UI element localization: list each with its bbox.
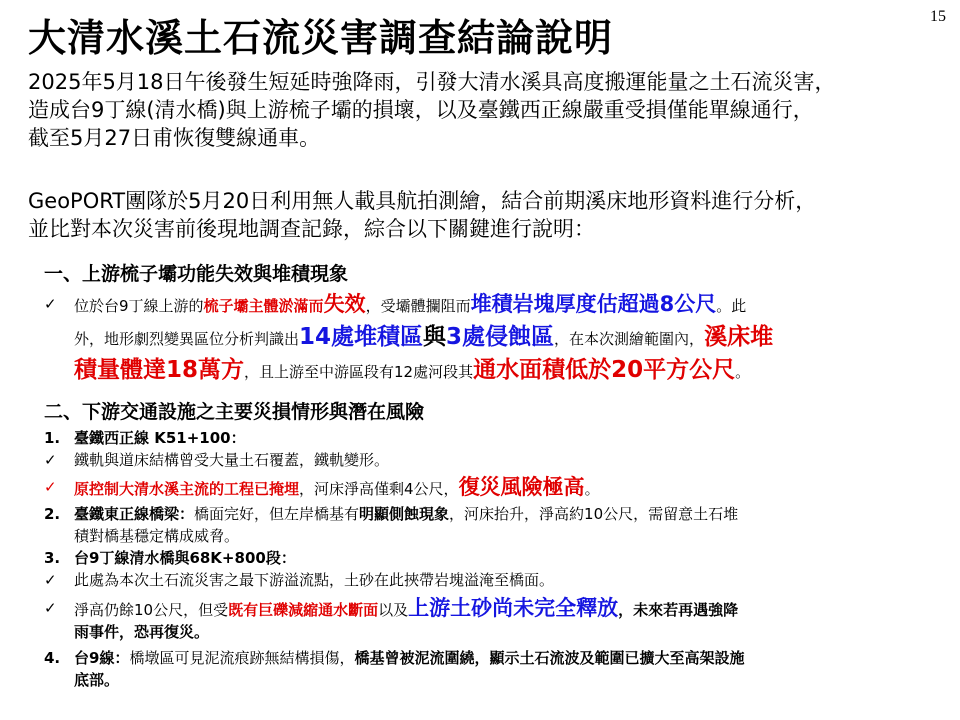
item-number: 1. xyxy=(44,429,61,447)
highlight-red: 失效 xyxy=(323,292,366,316)
intro-paragraph-2 xyxy=(28,187,943,243)
intro-line: GeoPORT團隊於5月20日利用無人載具航拍測繪，結合前期溪床地形資料進行分析， xyxy=(28,189,817,213)
section-1-heading: 一、上游梳子壩功能失效與堆積現象 xyxy=(44,263,349,285)
item-title: 臺鐵東正線橋梁： xyxy=(74,505,195,523)
text: 位於台9丁線上游的 xyxy=(74,297,204,315)
text: ，且上游至中游區段有12處河段其 xyxy=(244,363,474,381)
section-2-heading: 二、下游交通設施之主要災損情形與潛在風險 xyxy=(44,401,425,423)
highlight-red: 復災風險極高 xyxy=(458,475,585,499)
text: ，受壩體攔阻而 xyxy=(365,297,471,315)
item-3-bullet-2 xyxy=(44,597,924,643)
highlight-bold: 明顯側蝕現象 xyxy=(359,505,450,523)
highlight-bold: 雨事件，恐再復災。 xyxy=(74,623,210,641)
text: 。 xyxy=(584,480,600,498)
item-title: 台9線： xyxy=(74,649,130,667)
check-icon: ✓ xyxy=(44,478,57,496)
highlight-red: 既有巨礫減縮通水斷面 xyxy=(228,601,379,619)
item-title: 臺鐵西正線 K51+100： xyxy=(74,429,246,447)
section-1-bullet-text xyxy=(74,289,924,388)
item-1-bullet-1 xyxy=(44,449,924,471)
item-number: 4. xyxy=(44,649,61,667)
item-title: 台9丁線清水橋與68K+800段： xyxy=(74,549,296,567)
check-icon: ✓ xyxy=(44,295,57,313)
text: ，河床淨高僅剩4公尺， xyxy=(299,480,459,498)
highlight-red: 積量體達18萬方 xyxy=(74,357,245,383)
bullet-text: 此處為本次土石流災害之最下游溢流點，土砂在此挾帶岩塊溢淹至橋面。 xyxy=(74,571,555,589)
text: 。 xyxy=(735,363,751,381)
highlight-bold: ，未來若再遇強降 xyxy=(618,601,739,619)
text: 外，地形劇烈變異區位分析判識出 xyxy=(74,330,300,348)
text: ，在本次測繪範圍內， xyxy=(554,330,705,348)
intro-line: 造成台9丁線(清水橋)與上游梳子壩的損壞，以及臺鐵西正線嚴重受損僅能單線通行， xyxy=(28,98,814,122)
page-title: 大清水溪土石流災害調查結論說明 xyxy=(28,16,614,60)
text: 。此 xyxy=(716,297,747,315)
page-number: 15 xyxy=(930,8,946,25)
highlight-bold: 橋基曾被泥流圍繞，顯示土石流波及範圍已擴大至高架設施 xyxy=(354,649,745,667)
highlight-red: 梳子壩主體淤滿而 xyxy=(203,297,324,315)
section-1-bullet xyxy=(44,289,924,388)
item-number: 2. xyxy=(44,505,61,523)
item-4 xyxy=(44,647,924,691)
highlight-red: 通水面積低於20平方公尺 xyxy=(473,357,736,383)
intro-line: 並比對本次災害前後現地調查記錄，綜合以下關鍵進行說明： xyxy=(28,217,595,241)
text: 積對橋基穩定構成威脅。 xyxy=(74,527,240,545)
highlight-black: 與 xyxy=(423,324,447,350)
highlight-blue: 堆積岩塊厚度估超過8公尺 xyxy=(470,292,717,316)
check-icon: ✓ xyxy=(44,451,57,469)
text: ，河床抬升，淨高約10公尺，需留意土石堆 xyxy=(449,505,739,523)
highlight-red: 原控制大清水溪主流的工程已掩埋 xyxy=(74,480,300,498)
bullet-text: 鐵軌與道床結構曾受大量土石覆蓋，鐵軌變形。 xyxy=(74,451,390,469)
text: 橋墩區可見泥流痕跡無結構損傷， xyxy=(129,649,355,667)
text: 淨高仍餘10公尺，但受 xyxy=(74,601,229,619)
intro-paragraph-1 xyxy=(28,68,943,152)
item-2 xyxy=(44,503,924,547)
check-icon: ✓ xyxy=(44,571,57,589)
intro-line: 2025年5月18日午後發生短延時強降雨，引發大清水溪具高度搬運能量之土石流災害， xyxy=(28,70,836,94)
text: 以及 xyxy=(378,601,409,619)
text: 橋面完好，但左岸橋基有 xyxy=(194,505,360,523)
check-icon: ✓ xyxy=(44,599,57,617)
highlight-blue: 上游土砂尚未完全釋放 xyxy=(408,596,619,620)
intro-line: 截至5月27日甫恢復雙線通車。 xyxy=(28,126,321,150)
item-1-title xyxy=(44,427,924,449)
item-3-bullet-1 xyxy=(44,569,924,591)
item-number: 3. xyxy=(44,549,61,567)
highlight-blue: 14處堆積區 xyxy=(299,324,424,350)
highlight-blue: 3處侵蝕區 xyxy=(446,324,555,350)
item-1-bullet-2 xyxy=(44,476,924,500)
item-3-title xyxy=(44,547,924,569)
highlight-bold: 底部。 xyxy=(74,671,120,689)
highlight-red: 溪床堆 xyxy=(704,324,774,350)
